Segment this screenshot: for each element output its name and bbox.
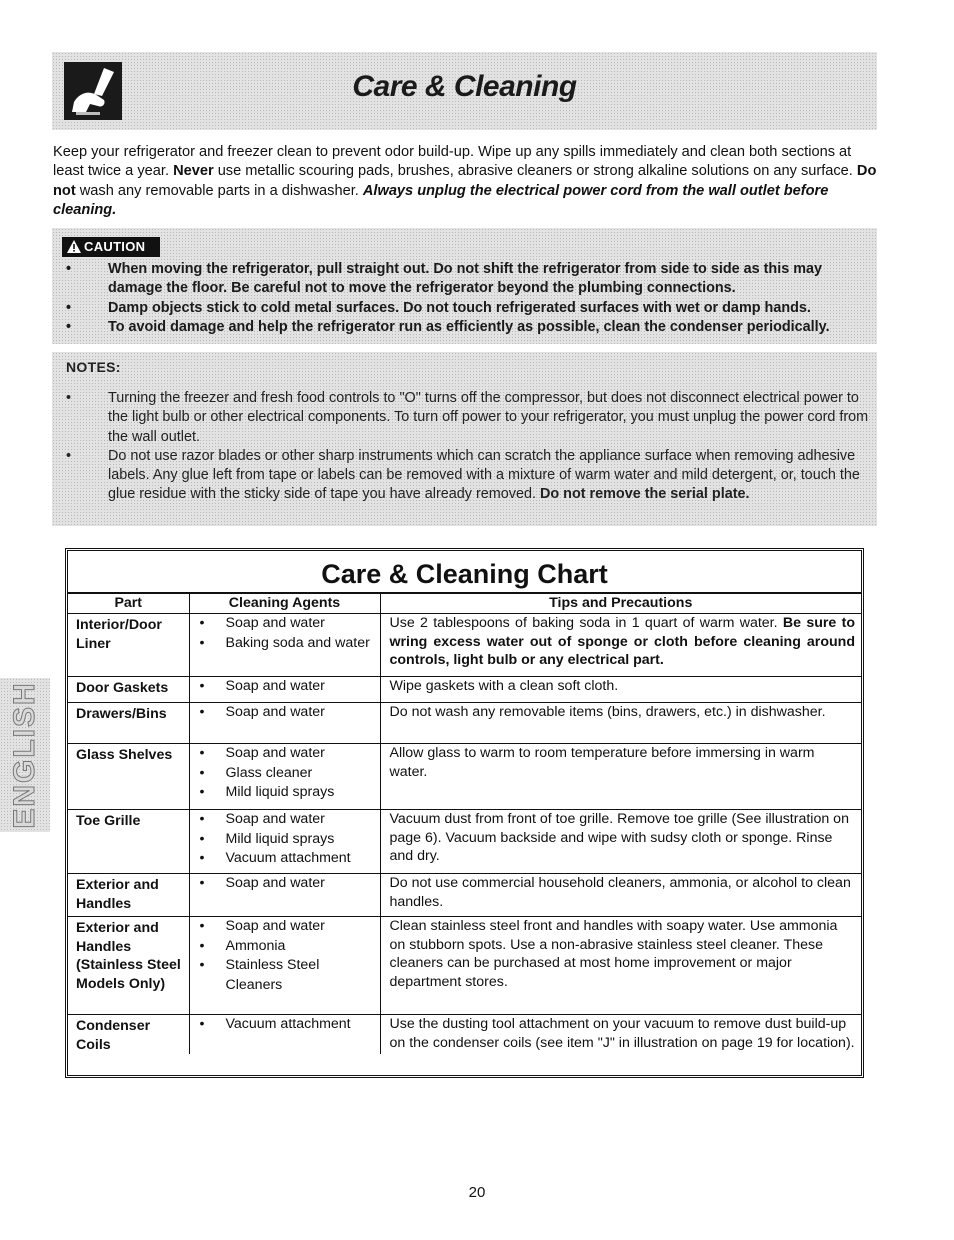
part-cell: Glass Shelves bbox=[68, 744, 189, 810]
table-row bbox=[68, 874, 861, 917]
intro-text-3: wash any removable parts in a dishwasher. bbox=[75, 182, 363, 199]
part-cell: Toe Grille bbox=[68, 810, 189, 874]
agents-cell bbox=[189, 677, 380, 703]
notes-box bbox=[52, 352, 877, 526]
language-tab bbox=[0, 678, 50, 832]
column-header-agents: Cleaning Agents bbox=[189, 594, 380, 614]
tips-cell: Clean stainless steel front and handles with soapy water. Use ammonia on stubborn spots. Use a non-abrasive stainless steel cleaner. These cleaners can be purchased at most home improvement or major department stores. bbox=[380, 917, 861, 1015]
agents-cell bbox=[189, 917, 380, 1015]
intro-paragraph bbox=[53, 143, 879, 221]
part-cell: Exterior and Handles bbox=[68, 874, 189, 917]
agents-cell bbox=[189, 810, 380, 874]
caution-box bbox=[52, 228, 877, 344]
agent-item: • Mild liquid sprays bbox=[200, 783, 376, 803]
table-row bbox=[68, 677, 861, 703]
language-tab-label: ENGLISH bbox=[8, 681, 41, 829]
tips-text: Use 2 tablespoons of baking soda in 1 quart of warm water. bbox=[389, 615, 783, 631]
page-number: 20 bbox=[468, 1184, 486, 1201]
caution-badge bbox=[62, 237, 160, 257]
notes-item-bold: Do not remove the serial plate. bbox=[539, 486, 750, 503]
notes-item: • Turning the freezer and fresh food controls to "O" turns off the compressor, but does not disconnect electrical power to the light bulb or other electrical components. To turn off power to your refrigerator, you must unplug the power cord from the wall outlet. bbox=[52, 389, 874, 447]
table-header-row bbox=[68, 594, 861, 614]
tips-cell: Vacuum dust from front of toe grille. Remove toe grille (See illustration on page 6). Vacuum backside and wipe with sudsy cloth or sponge. Rinse and dry. bbox=[380, 810, 861, 874]
caution-label: CAUTION bbox=[84, 239, 146, 254]
table-row bbox=[68, 810, 861, 874]
chart-title: Care & Cleaning Chart bbox=[68, 551, 861, 593]
section-header bbox=[52, 52, 877, 130]
agent-item: • Vacuum attachment bbox=[200, 849, 376, 869]
agent-item: • Soap and water bbox=[200, 744, 376, 764]
agent-item: • Vacuum attachment bbox=[200, 1015, 376, 1035]
part-cell: Drawers/Bins bbox=[68, 703, 189, 744]
page-title: Care & Cleaning bbox=[352, 70, 577, 103]
column-header-tips: Tips and Precautions bbox=[380, 594, 861, 614]
cleaning-table bbox=[68, 593, 861, 1054]
table-row bbox=[68, 744, 861, 810]
agent-item: • Soap and water bbox=[200, 703, 376, 723]
intro-text-2: use metallic scouring pads, brushes, abrasive cleaners or strong alkaline solutions on any surface. bbox=[213, 163, 857, 180]
tips-cell: Wipe gaskets with a clean soft cloth. bbox=[380, 677, 861, 703]
intro-never: Never bbox=[173, 163, 214, 180]
caution-item: • Damp objects stick to cold metal surfaces. Do not touch refrigerated surfaces with wet or damp hands. bbox=[52, 299, 872, 318]
intro-warning: Always unplug the electrical power cord from the wall outlet before cleaning. bbox=[53, 182, 829, 219]
caution-item: • When moving the refrigerator, pull straight out. Do not shift the refrigerator from side to side as this may damage the floor. Be careful not to move the refrigerator beyond the plumbing connections. bbox=[52, 260, 872, 299]
agents-cell bbox=[189, 614, 380, 677]
agent-item: • Baking soda and water bbox=[200, 634, 376, 654]
notes-item bbox=[52, 447, 874, 505]
table-row bbox=[68, 917, 861, 1015]
part-cell: Door Gaskets bbox=[68, 677, 189, 703]
agents-cell bbox=[189, 703, 380, 744]
table-row bbox=[68, 703, 861, 744]
caution-list bbox=[52, 260, 872, 337]
tips-cell bbox=[380, 614, 861, 677]
part-cell: Exterior and Handles (Stainless Steel Models Only) bbox=[68, 917, 189, 1015]
tips-cell: Allow glass to warm to room temperature before immersing in warm water. bbox=[380, 744, 861, 810]
notes-item-text: Do not use razor blades or other sharp instruments which can scratch the appliance surface when removing adhesive labels. Any glue left from tape or labels can be removed with a mixture of warm water and mild detergent, or, touch the glue residue with the sticky side of tape you have already removed. bbox=[108, 447, 860, 503]
part-cell: Condenser Coils bbox=[68, 1015, 189, 1055]
tips-bold-text: Be sure to wring excess water out of sponge or cloth before cleaning around controls, light bulb or any electrical part. bbox=[389, 615, 855, 668]
column-header-part: Part bbox=[68, 594, 189, 614]
table-row bbox=[68, 1015, 861, 1055]
intro-do-not: Do not bbox=[53, 163, 877, 199]
notes-list bbox=[52, 389, 874, 505]
agent-item: • Soap and water bbox=[200, 810, 376, 830]
part-cell: Interior/Door Liner bbox=[68, 614, 189, 677]
caution-item: • To avoid damage and help the refrigerator run as efficiently as possible, clean the condenser periodically. bbox=[52, 318, 872, 337]
agent-item: • Stainless Steel Cleaners bbox=[200, 956, 376, 995]
warning-triangle-icon bbox=[66, 239, 82, 255]
agent-item: • Soap and water bbox=[200, 677, 376, 697]
agents-cell bbox=[189, 874, 380, 917]
agent-item: • Ammonia bbox=[200, 937, 376, 957]
agent-item: • Soap and water bbox=[200, 917, 376, 937]
tips-cell: Do not wash any removable items (bins, drawers, etc.) in dishwasher. bbox=[380, 703, 861, 744]
agent-item: • Mild liquid sprays bbox=[200, 830, 376, 850]
cleaning-chart bbox=[65, 548, 864, 1078]
table-row bbox=[68, 614, 861, 677]
agent-item: • Glass cleaner bbox=[200, 764, 376, 784]
agents-cell bbox=[189, 744, 380, 810]
tips-cell: Do not use commercial household cleaners, ammonia, or alcohol to clean handles. bbox=[380, 874, 861, 917]
notes-label: NOTES: bbox=[66, 359, 121, 375]
intro-text-1: Keep your refrigerator and freezer clean to prevent odor build-up. Wipe up any spills immediately and clean both sections at least twice a year. bbox=[53, 144, 852, 180]
agent-item: • Soap and water bbox=[200, 614, 376, 634]
tips-cell: Use the dusting tool attachment on your vacuum to remove dust build-up on the condenser coils (see item "J" in illustration on page 19 for location). bbox=[380, 1015, 861, 1055]
agents-cell bbox=[189, 1015, 380, 1055]
agent-item: • Soap and water bbox=[200, 874, 376, 894]
